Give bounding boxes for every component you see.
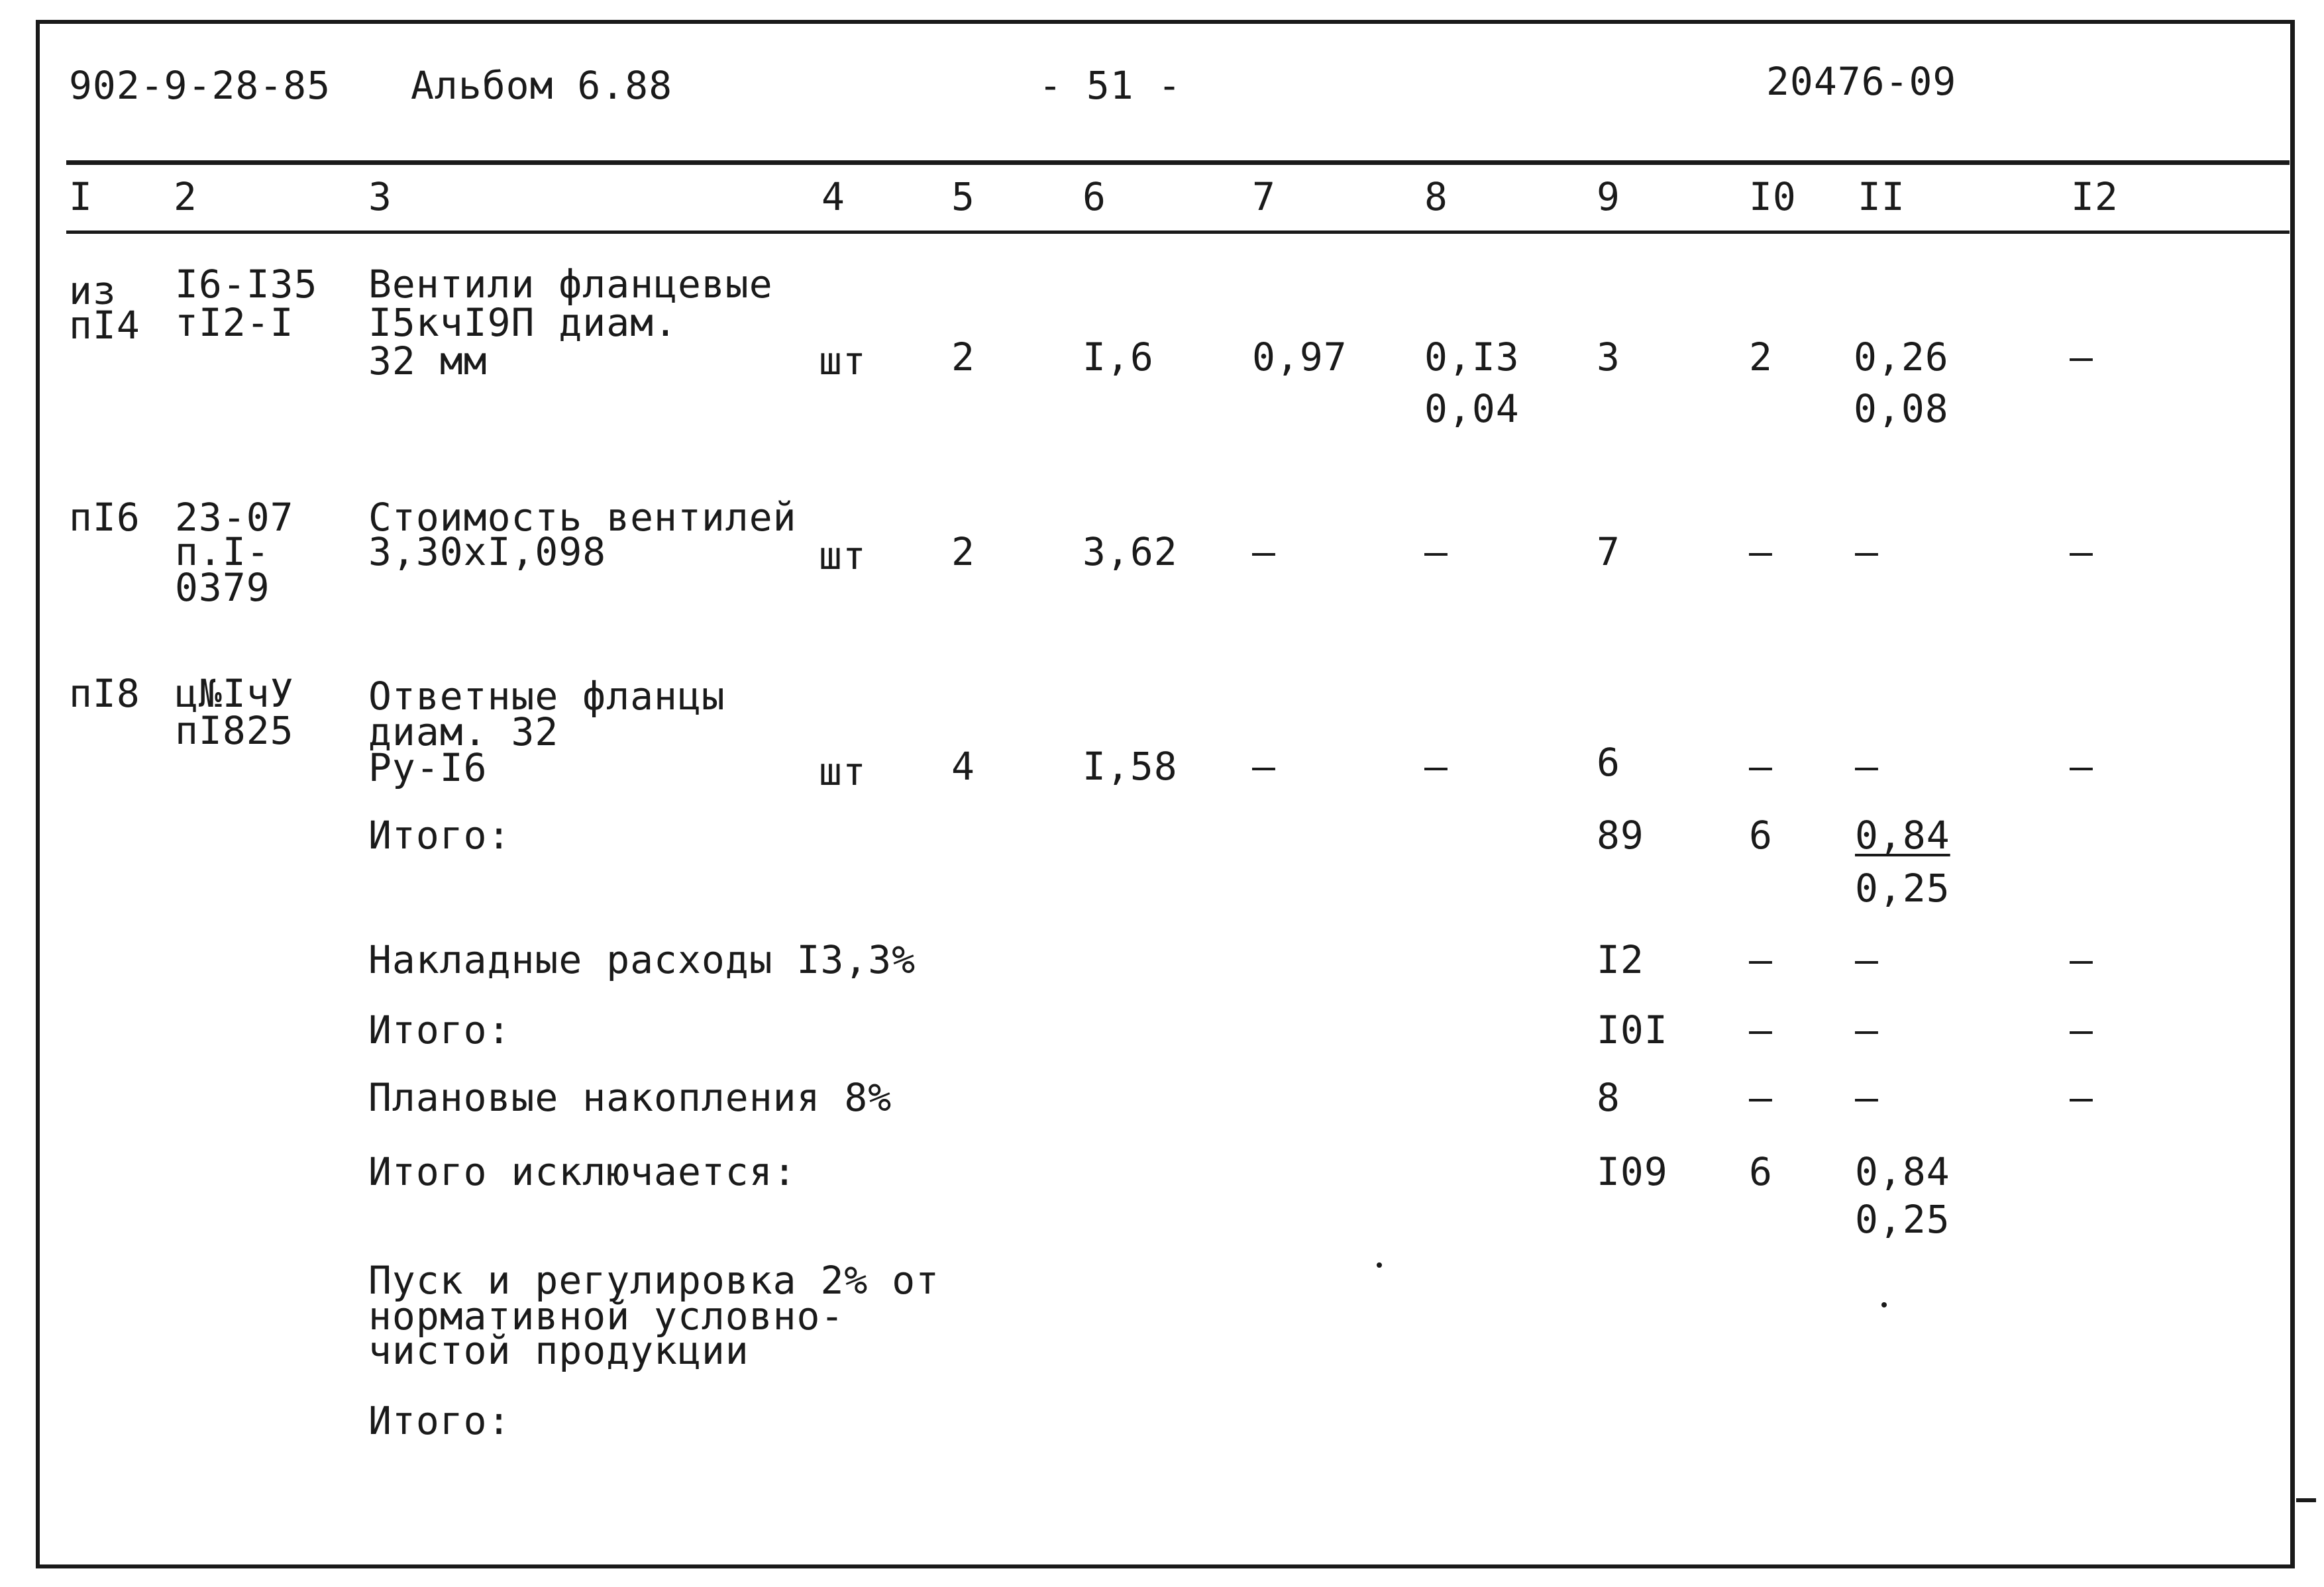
total-col9: 89 bbox=[1597, 813, 1644, 858]
total-col9: 8 bbox=[1597, 1075, 1620, 1120]
total-col12: – bbox=[2070, 1007, 2093, 1052]
row-col12: – bbox=[2070, 744, 2093, 789]
album-label: Альбом 6.88 bbox=[411, 63, 673, 108]
startup-note-line1: Пуск и регулировка 2% от bbox=[368, 1258, 940, 1303]
column-header-rule bbox=[66, 230, 2290, 234]
total-col10: 6 bbox=[1749, 813, 1773, 858]
col-header-2: 2 bbox=[174, 174, 197, 219]
doc-code: 902-9-28-85 bbox=[69, 63, 331, 108]
row-qty: 4 bbox=[951, 744, 975, 789]
col-header-12: I2 bbox=[2071, 174, 2119, 219]
row-unit: шт bbox=[819, 338, 867, 384]
total-col9: I0I bbox=[1597, 1007, 1668, 1052]
row-col8-line1: – bbox=[1424, 529, 1448, 574]
row-name-line3: Ру-I6 bbox=[368, 745, 488, 790]
row-col11-line1: – bbox=[1855, 529, 1879, 574]
startup-note-line3: чистой продукции bbox=[368, 1328, 749, 1373]
total-col11-line2: 0,25 bbox=[1855, 866, 1950, 911]
row-ref-line1: пI8 bbox=[69, 671, 140, 716]
row-code-line2: п.I- bbox=[175, 529, 270, 574]
total-label: Плановые накопления 8% bbox=[368, 1075, 892, 1120]
row-col12: – bbox=[2070, 334, 2093, 380]
total-label: Итого: bbox=[368, 1007, 511, 1052]
stray-mark bbox=[1377, 1262, 1382, 1268]
total-col10: – bbox=[1749, 937, 1773, 982]
row-code-line3: 0379 bbox=[175, 565, 270, 610]
row-ref-line1: пI6 bbox=[69, 495, 140, 540]
row-name-line3: 32 мм bbox=[368, 338, 488, 384]
row-ref-line1: из bbox=[69, 268, 117, 313]
col-header-3: 3 bbox=[368, 174, 392, 219]
row-total: 6 bbox=[1597, 740, 1620, 785]
col-header-9: 9 bbox=[1597, 174, 1620, 219]
row-col7: – bbox=[1252, 529, 1276, 574]
total-col10: – bbox=[1749, 1007, 1773, 1052]
row-col12: – bbox=[2070, 529, 2093, 574]
total-col10: – bbox=[1749, 1075, 1773, 1120]
total-col9: I09 bbox=[1597, 1149, 1668, 1194]
row-ref-line2: пI4 bbox=[69, 303, 140, 348]
header-rule bbox=[66, 160, 2290, 165]
row-unit: шт bbox=[819, 533, 867, 578]
row-name-line2: диам. 32 bbox=[368, 709, 559, 754]
total-col12: – bbox=[2070, 1075, 2093, 1120]
row-name-line1: Ответные фланцы bbox=[368, 674, 725, 719]
row-col8-line1: – bbox=[1424, 744, 1448, 789]
row-col8-line2: 0,04 bbox=[1424, 386, 1520, 431]
edge-mark bbox=[2296, 1498, 2316, 1502]
row-col11-line1: 0,26 bbox=[1854, 334, 1949, 380]
col-header-7: 7 bbox=[1252, 174, 1276, 219]
total-col10: 6 bbox=[1749, 1149, 1773, 1194]
row-unit-price: 3,62 bbox=[1083, 529, 1178, 574]
row-col7: 0,97 bbox=[1252, 334, 1347, 380]
row-name-line1: Вентили фланцевые bbox=[368, 262, 773, 307]
document-number: 20476-09 bbox=[1766, 59, 1957, 104]
total-col12: – bbox=[2070, 937, 2093, 982]
total-label: Накладные расходы I3,3% bbox=[368, 937, 916, 982]
total-col11-line1: 0,84 bbox=[1855, 813, 1950, 858]
row-unit-price: I,58 bbox=[1083, 744, 1178, 789]
col-header-4: 4 bbox=[821, 174, 845, 219]
col-header-5: 5 bbox=[951, 174, 975, 219]
total-label: Итого: bbox=[368, 813, 511, 858]
total-col11-line1: – bbox=[1855, 1007, 1879, 1052]
row-code-line1: 23-07 bbox=[175, 495, 294, 540]
final-total-label: Итого: bbox=[368, 1398, 511, 1443]
startup-note-line2: нормативной условно- bbox=[368, 1294, 845, 1339]
row-total: 3 bbox=[1597, 334, 1620, 380]
col-header-1: I bbox=[69, 174, 93, 219]
row-col10: – bbox=[1749, 529, 1773, 574]
row-col11-line2: 0,08 bbox=[1854, 386, 1949, 431]
total-label: Итого исключается: bbox=[368, 1149, 797, 1194]
col-header-6: 6 bbox=[1083, 174, 1106, 219]
total-col11-line2: 0,25 bbox=[1855, 1197, 1950, 1242]
row-col10: – bbox=[1749, 744, 1773, 789]
row-total: 7 bbox=[1597, 529, 1620, 574]
row-col7: – bbox=[1252, 744, 1276, 789]
row-code-line1: ц№IчУ bbox=[175, 671, 294, 716]
col-header-8: 8 bbox=[1424, 174, 1448, 219]
total-col9: I2 bbox=[1597, 937, 1644, 982]
row-code-line1: I6-I35 bbox=[175, 262, 318, 307]
total-col11-line1: – bbox=[1855, 1075, 1879, 1120]
row-name-line1: Стоимость вентилей bbox=[368, 495, 797, 540]
row-col11-line1: – bbox=[1855, 744, 1879, 789]
row-name-line2: I5кчI9П диам. bbox=[368, 300, 678, 345]
page-number: - 51 - bbox=[1039, 63, 1182, 108]
row-unit-price: I,6 bbox=[1083, 334, 1154, 380]
row-col8-line1: 0,I3 bbox=[1424, 334, 1520, 380]
row-code-line2: пI825 bbox=[175, 708, 294, 753]
stray-mark bbox=[1881, 1302, 1887, 1307]
row-col10: 2 bbox=[1749, 334, 1773, 380]
total-col11-line1: 0,84 bbox=[1855, 1149, 1950, 1194]
row-qty: 2 bbox=[951, 529, 975, 574]
row-name-line2: 3,30хI,098 bbox=[368, 529, 607, 574]
row-qty: 2 bbox=[951, 334, 975, 380]
row-unit: шт bbox=[819, 749, 867, 794]
col-header-10: I0 bbox=[1749, 174, 1797, 219]
col-header-11: II bbox=[1858, 174, 1905, 219]
row-code-line2: тI2-I bbox=[175, 300, 294, 345]
total-col11-line1: – bbox=[1855, 937, 1879, 982]
